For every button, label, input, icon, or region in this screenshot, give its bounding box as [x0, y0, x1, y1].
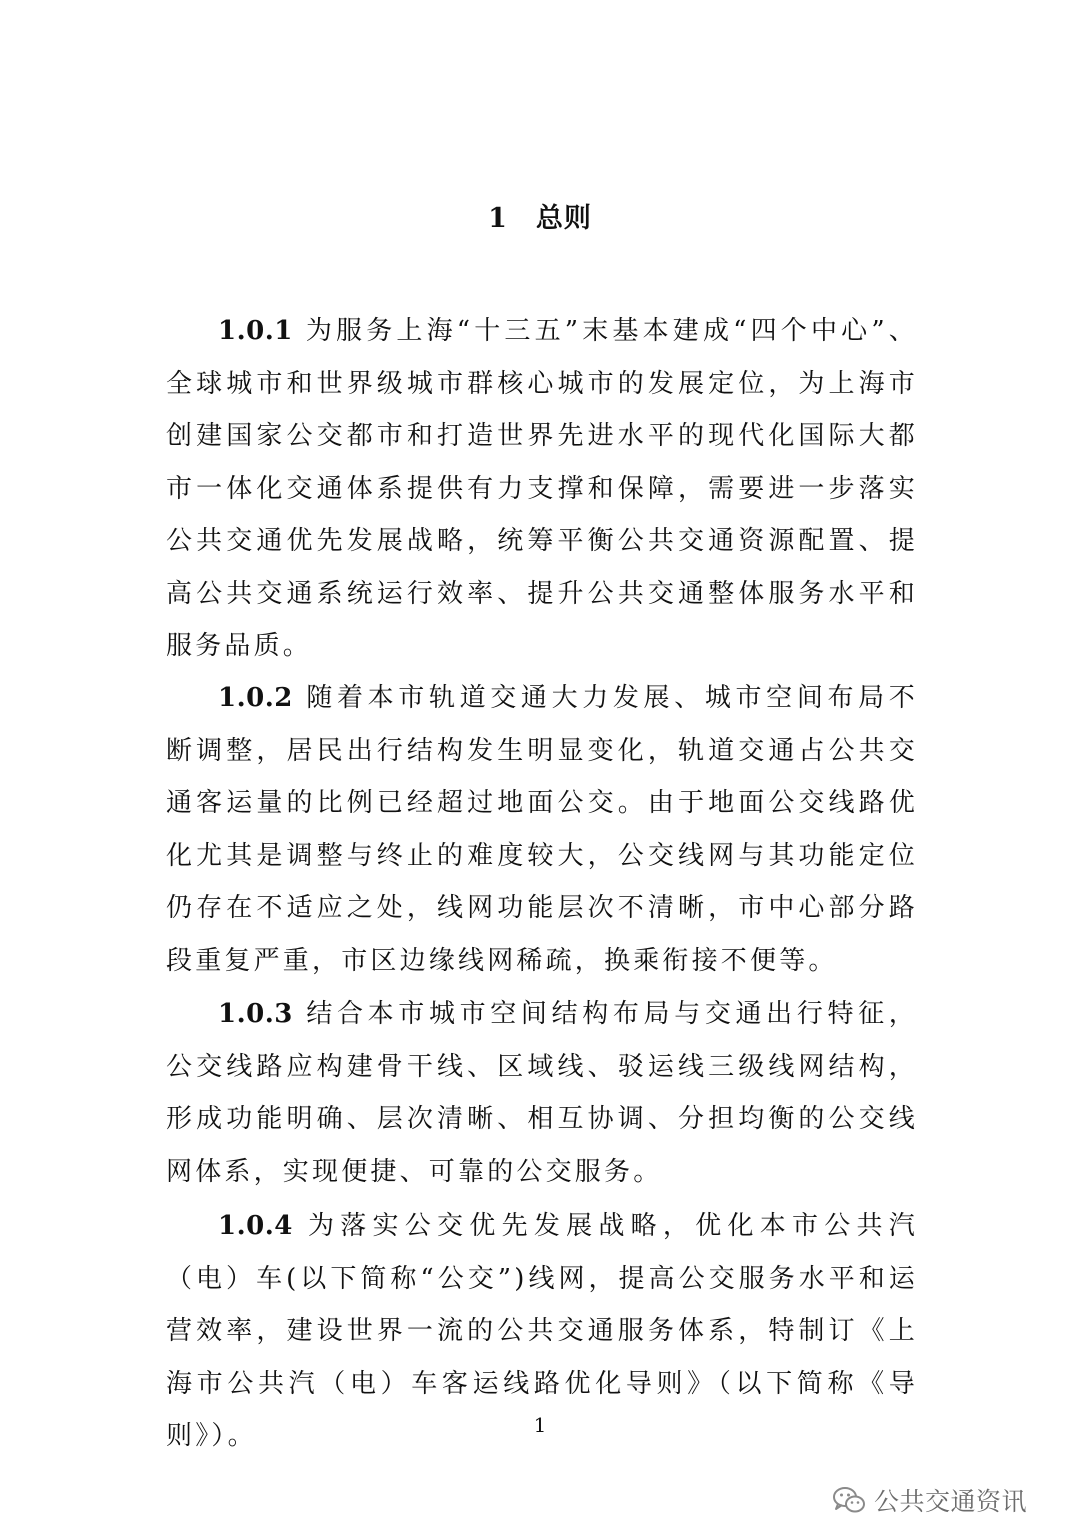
watermark: [832, 1478, 1027, 1522]
page-number: 1: [533, 1413, 547, 1437]
chapter-heading: [0, 196, 1080, 235]
watermark-text: 公共交通资讯: [874, 1487, 1028, 1516]
clause-number: 1.0.4: [218, 1211, 293, 1241]
wechat-icon: [832, 1485, 866, 1515]
clause-1-0-1: [166, 305, 918, 673]
chapter-title: 总则: [535, 203, 592, 234]
chapter-number: 1: [488, 203, 508, 234]
clause-1-0-3: [166, 988, 918, 1198]
clause-text: 随着本市轨道交通大力发展、城市空间布局不断调整，居民出行结构发生明显变化，轨道交通占公共交通客运量的比例已经超过地面公交。由于地面公交线路优化尤其是调整与终止的难度较大，公交线网与其功能定位仍存在不适应之处，线网功能层次不清晰，市中心部分路段重复严重，市区边缘线网稀疏，换乘衔接不便等。: [166, 683, 918, 976]
clause-text: 结合本市城市空间结构布局与交通出行特征，公交线路应构建骨干线、区域线、驳运线三级线网结构，形成功能明确、层次清晰、相互协调、分担均衡的公交线网体系，实现便捷、可靠的公交服务。: [166, 999, 918, 1187]
clause-1-0-2: [166, 672, 918, 987]
clause-text: 为落实公交优先发展战略，优化本市公共汽（电）车(以下简称“公交”)线网，提高公交服务水平和运营效率，建设世界一流的公共交通服务体系，特制订《上海市公共汽（电）车客运线路优化导则》（以下简称《导则》）。: [166, 1211, 918, 1451]
clause-number: 1.0.3: [218, 999, 293, 1029]
clause-text: 为服务上海“十三五”末基本建成“四个中心”、全球城市和世界级城市群核心城市的发展定位，为上海市创建国家公交都市和打造世界先进水平的现代化国际大都市一体化交通体系提供有力支撑和保障，需要进一步落实公共交通优先发展战略，统筹平衡公共交通资源配置、提高公共交通系统运行效率、提升公共交通整体服务水平和服务品质。: [166, 316, 918, 661]
clause-number: 1.0.2: [218, 683, 293, 713]
clause-number: 1.0.1: [218, 316, 293, 346]
